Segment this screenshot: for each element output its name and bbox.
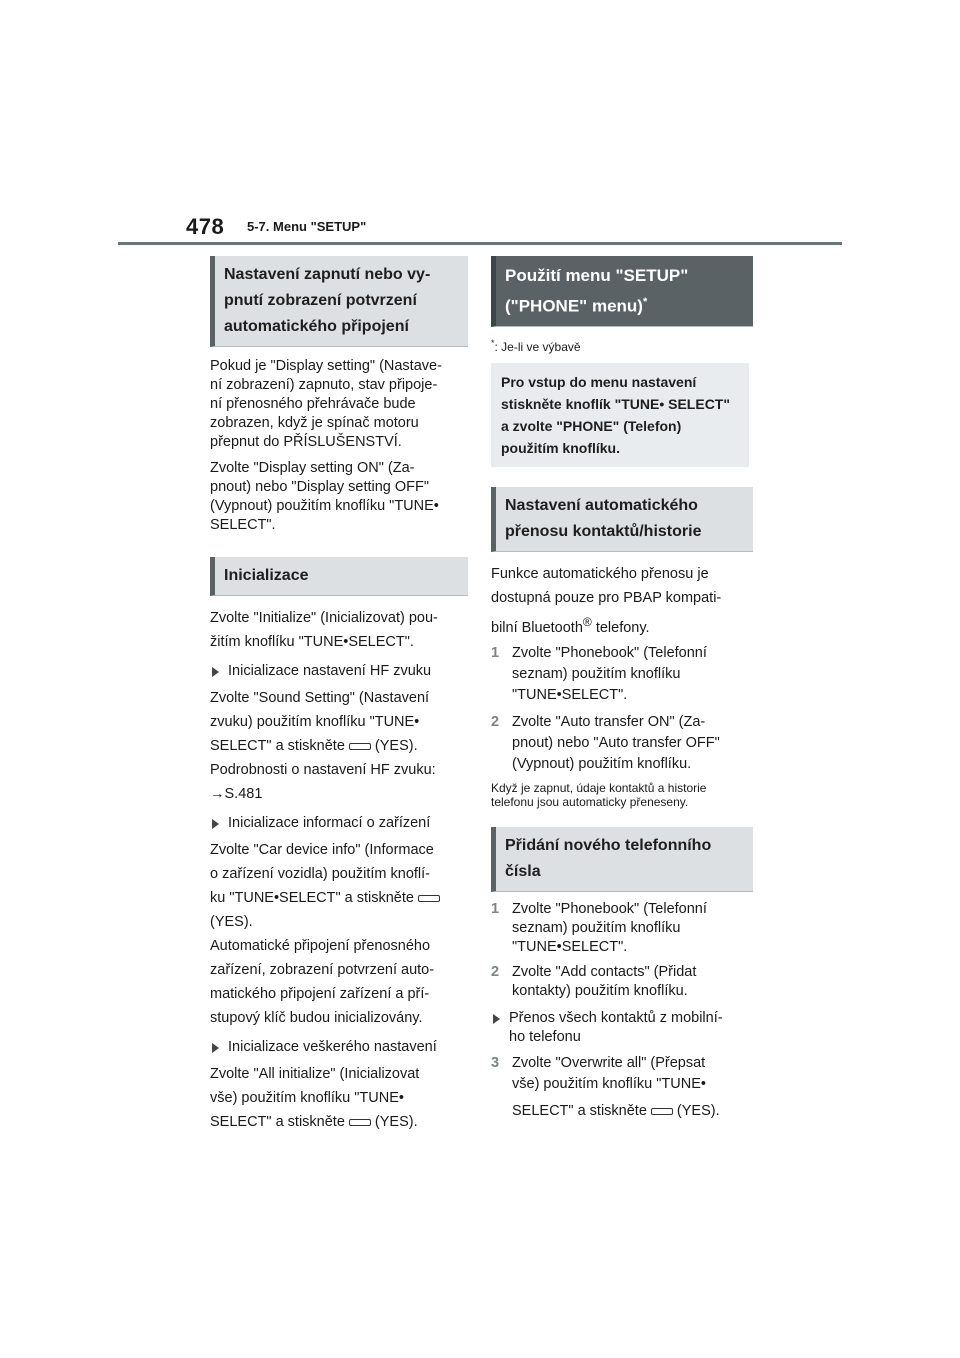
header-rule xyxy=(118,242,842,245)
info-box: Pro vstup do menu nastavení stiskněte knoflík "TUNE• SELECT" a zvolte "PHONE" (Telefon) použitím knoflíku. xyxy=(491,363,749,467)
step-3-overwrite-all: 3 Zvolte "Overwrite all" (Přepsat vše) použitím knoflíku "TUNE• SELECT" a stiskněte (YES). xyxy=(491,1055,720,1120)
bullet-device-info: Inicializace informací o zařízení xyxy=(210,814,468,833)
button-icon xyxy=(349,1119,371,1126)
section-title: 5-7. Menu "SETUP" xyxy=(247,219,367,234)
auto-transfer-note: Když je zapnut, údaje kontaktů a historie telefonu jsou automaticky přeneseny. xyxy=(491,781,707,810)
paragraph-all-initialize: Zvolte "All initialize" (Inicializovat vše) použitím knoflíku "TUNE• SELECT" a stiskněte (YES). xyxy=(210,1066,420,1130)
heading-setup-phone-menu: Použití menu "SETUP" ("PHONE" menu)* xyxy=(491,256,753,327)
button-icon xyxy=(651,1108,673,1115)
right-column xyxy=(491,256,749,1122)
step-1-phonebook-add: 1 Zvolte "Phonebook" (Telefonní seznam) použitím knoflíku "TUNE•SELECT". xyxy=(491,901,707,956)
paragraph-pbap: Funkce automatického přenosu je dostupná pouze pro PBAP kompati- bilní Bluetooth® telefony. xyxy=(491,565,722,636)
paragraph-display-select: Zvolte "Display setting ON" (Za- pnout) nebo "Display setting OFF" (Vypnout) použitím knoflíku "TUNE• SELECT". xyxy=(210,460,439,533)
heading-initialize: Inicializace xyxy=(210,557,468,596)
triangle-bullet-icon xyxy=(212,819,219,829)
heading-add-number: Přidání nového telefonního čísla xyxy=(491,827,753,892)
left-column xyxy=(210,256,468,1134)
step-2-add-contacts: 2 Zvolte "Add contacts" (Přidat kontakty) použitím knoflíku. xyxy=(491,964,697,1000)
paragraph-display-setting: Pokud je "Display setting" (Nastave- ní zobrazení) zapnuto, stav připoje- ní přenosného přehrávače bude zobrazen, když je spínač motoru přepnut do PŘÍSLUŠENSTVÍ. xyxy=(210,358,442,450)
button-icon xyxy=(418,895,440,902)
availability-note: *: Je-li ve výbavě xyxy=(491,337,581,354)
heading-auto-transfer: Nastavení automatického přenosu kontaktů/historie xyxy=(491,487,753,552)
page-number: 478 xyxy=(186,214,225,239)
paragraph-initialize: Zvolte "Initialize" (Inicializovat) pou- žitím knoflíku "TUNE•SELECT". xyxy=(210,610,438,650)
triangle-bullet-icon xyxy=(212,1043,219,1053)
step-1-phonebook: 1 Zvolte "Phonebook" (Telefonní seznam) použitím knoflíku "TUNE•SELECT". xyxy=(491,645,707,704)
bullet-transfer-all: Přenos všech kontaktů z mobilní- ho telefonu xyxy=(491,1009,749,1047)
triangle-bullet-icon xyxy=(212,667,219,677)
paragraph-sound-setting: Zvolte "Sound Setting" (Nastavení zvuku) použitím knoflíku "TUNE• SELECT" a stiskněte (YES). xyxy=(210,690,430,754)
button-icon xyxy=(349,743,371,750)
paragraph-hf-details: Podrobnosti o nastavení HF zvuku: →S.481 xyxy=(210,762,436,802)
bullet-hf-sound: Inicializace nastavení HF zvuku xyxy=(210,662,468,681)
heading-display-setting: Nastavení zapnutí nebo vy-pnutí zobrazení potvrzení automatického připojení xyxy=(210,256,468,347)
paragraph-car-device-info: Zvolte "Car device info" (Informace o zařízení vozidla) použitím knoflí- ku "TUNE•SELECT" a stiskněte (YES). xyxy=(210,838,468,934)
triangle-bullet-icon xyxy=(493,1014,500,1024)
step-2-auto-transfer: 2 Zvolte "Auto transfer ON" (Za- pnout) nebo "Auto transfer OFF" (Vypnout) použitím knoflíku. xyxy=(491,714,720,773)
page-reference: →S.481 xyxy=(210,786,263,802)
paragraph-auto-connect: Automatické připojení přenosného zařízení, zobrazení potvrzení auto- matického připojení zařízení a pří- stupový klíč budou inicializovány. xyxy=(210,938,435,1026)
bullet-all-initialize: Inicializace veškerého nastavení xyxy=(210,1038,468,1057)
